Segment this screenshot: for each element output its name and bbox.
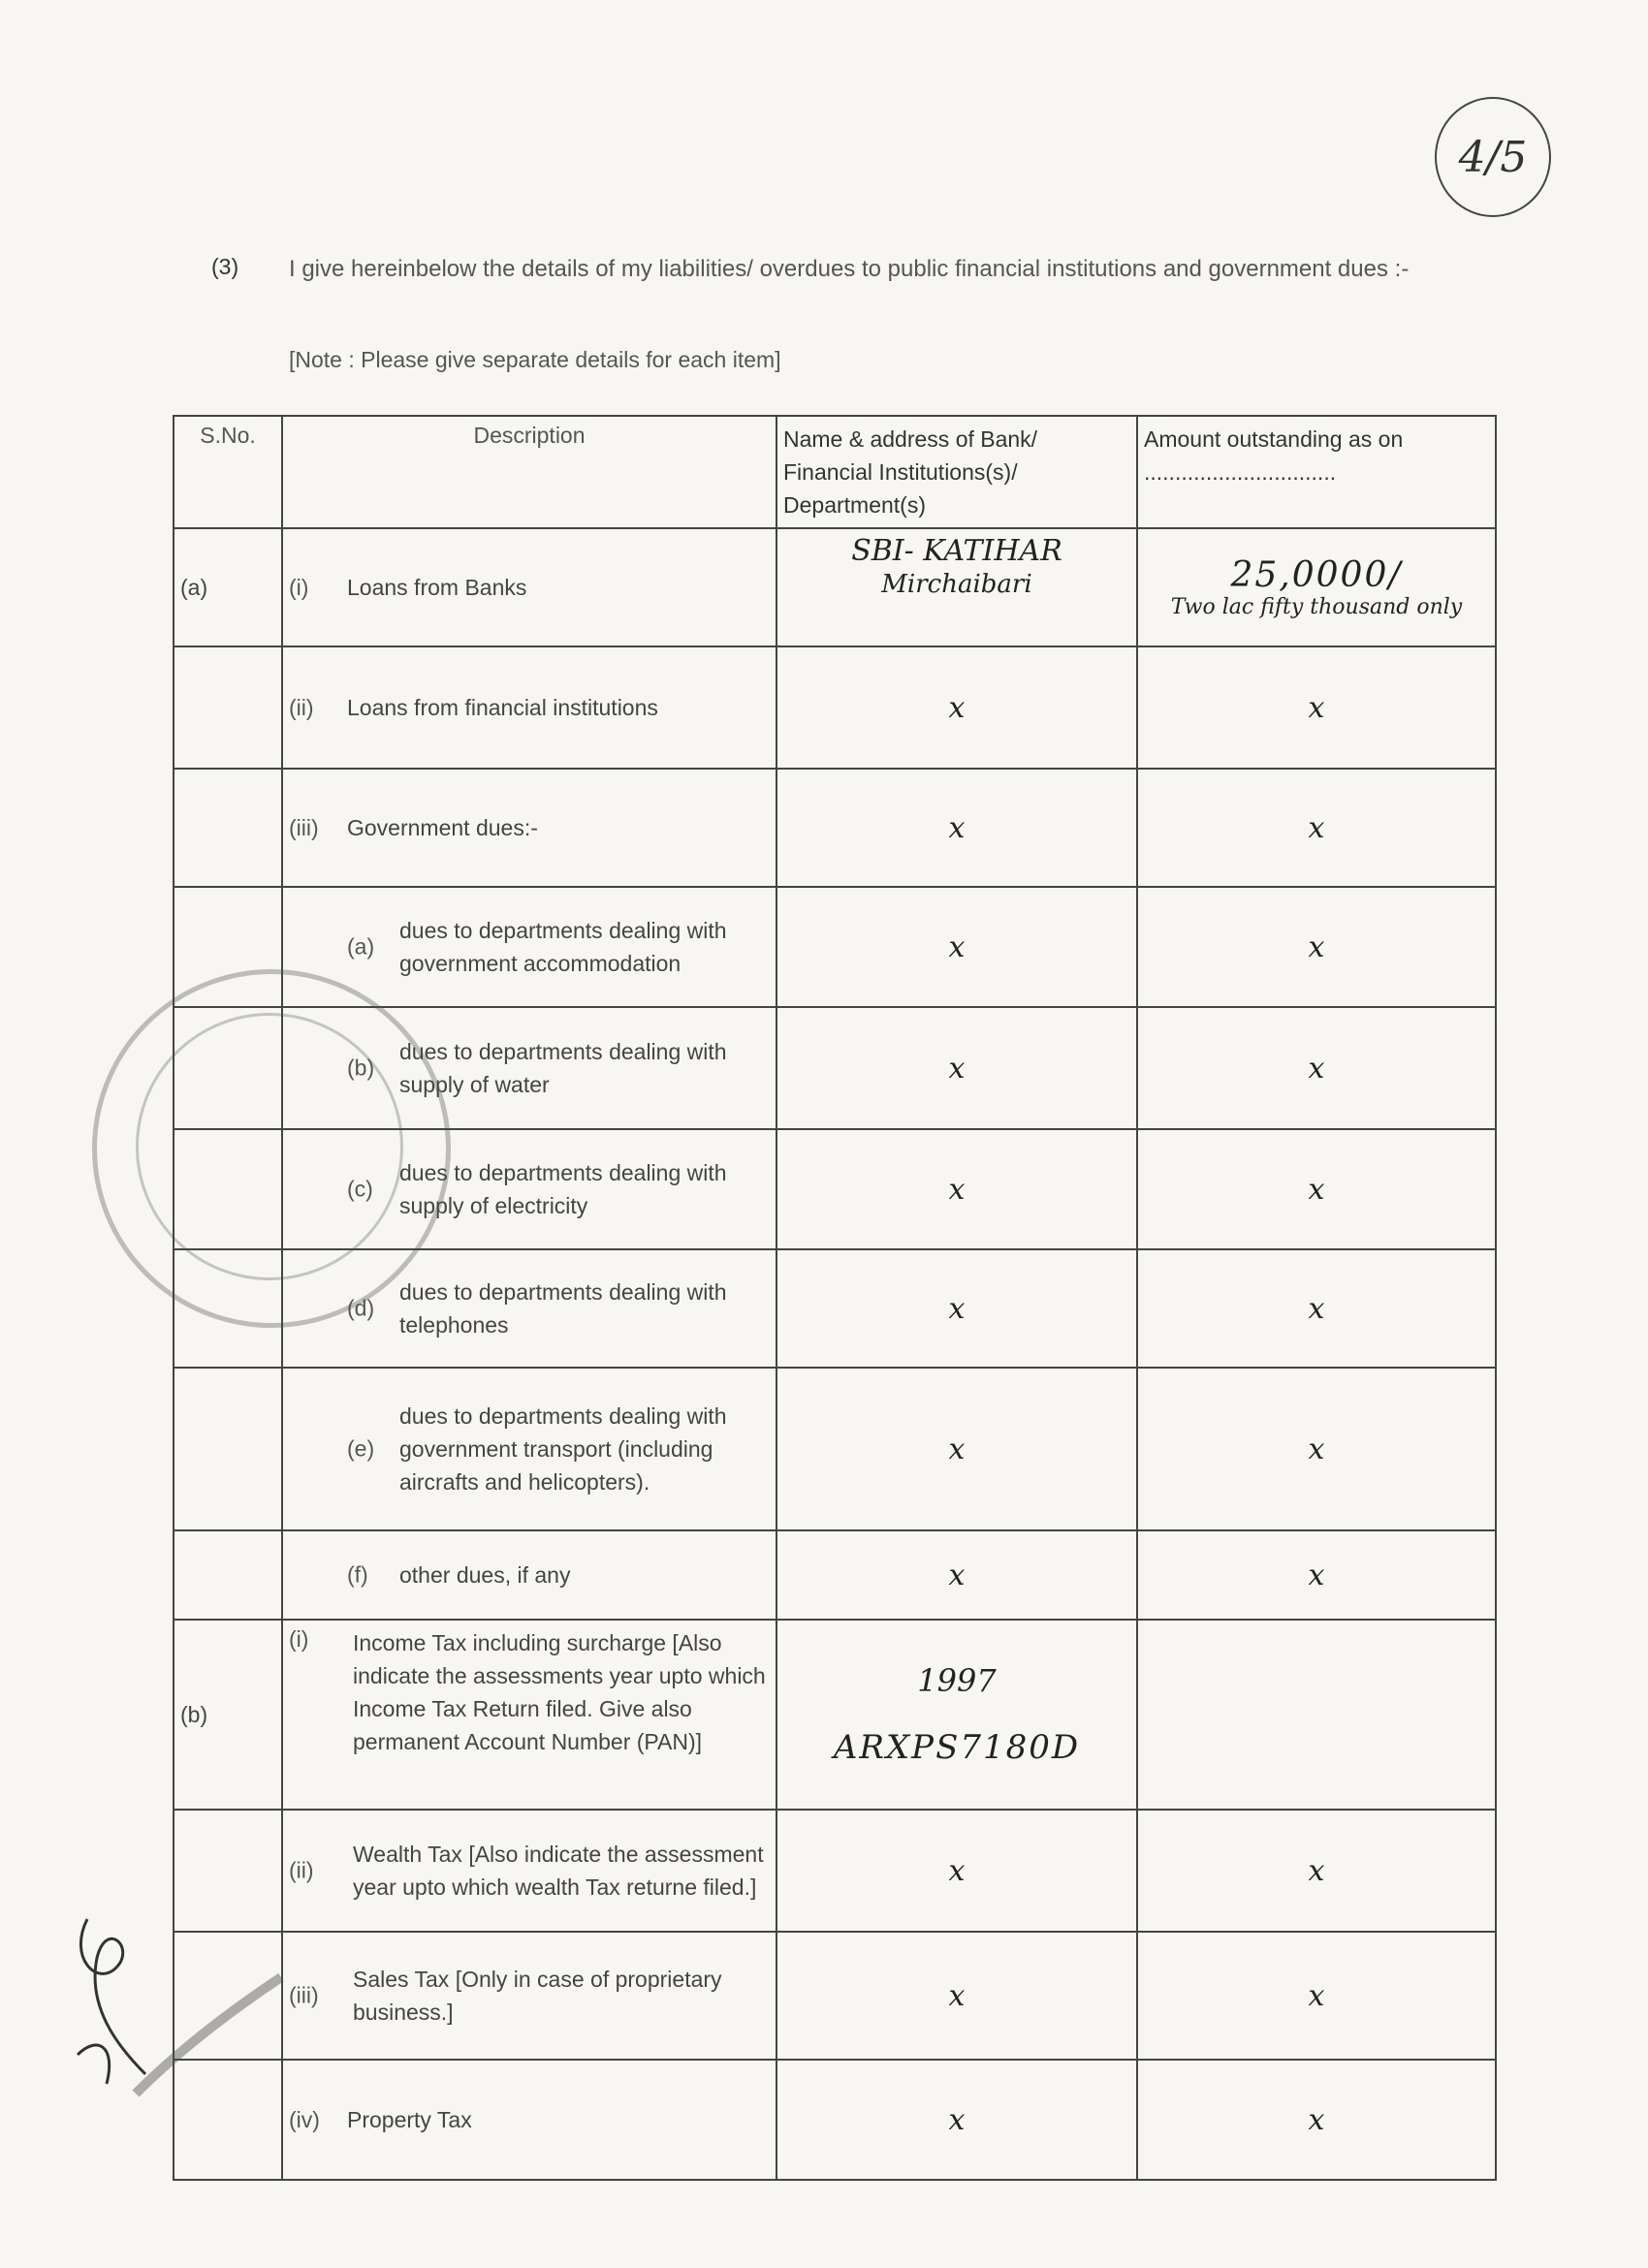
row-amount: x	[1137, 2060, 1496, 2180]
bank-name: SBI- KATIHAR	[851, 534, 1062, 568]
row-desc-text: Sales Tax [Only in case of proprietary business.]	[353, 1967, 722, 2025]
row-description	[282, 887, 776, 1007]
row-desc-text: dues to departments dealing with supply of electricity	[399, 1160, 727, 1218]
row-bank: x	[776, 646, 1137, 769]
assessment-year: 1997	[917, 1662, 997, 1699]
table-row	[174, 1810, 1496, 1932]
row-desc-text: Loans from financial institutions	[347, 694, 658, 720]
row-sno	[174, 1932, 282, 2060]
row-description	[282, 1249, 776, 1368]
row-bank	[776, 1620, 1137, 1810]
row-sno	[174, 1368, 282, 1530]
header-amount: Amount outstanding as on ...............................	[1137, 416, 1496, 528]
table-row	[174, 2060, 1496, 2180]
row-sno	[174, 2060, 282, 2180]
row-description	[282, 1810, 776, 1932]
table-row	[174, 1129, 1496, 1249]
row-description	[282, 1368, 776, 1530]
row-desc-text: Loans from Banks	[347, 574, 527, 600]
row-desc-text: dues to departments dealing with supply of water	[399, 1039, 727, 1097]
row-amount: x	[1137, 1249, 1496, 1368]
table-row	[174, 1249, 1496, 1368]
row-sno	[174, 1810, 282, 1932]
row-description	[282, 1129, 776, 1249]
row-description	[282, 1620, 776, 1810]
table-row	[174, 1932, 1496, 2060]
row-sno	[174, 1530, 282, 1620]
row-desc-text: other dues, if any	[399, 1562, 571, 1588]
row-sno: (a)	[174, 528, 282, 646]
section-number: (3)	[211, 254, 239, 279]
amount-words: Two lac fifty thousand only	[1170, 594, 1463, 619]
row-sno	[174, 1249, 282, 1368]
table-row	[174, 1007, 1496, 1129]
row-bank: x	[776, 769, 1137, 887]
row-alpha: (e)	[347, 1435, 375, 1462]
header-row	[174, 416, 1496, 528]
row-bank: x	[776, 1810, 1137, 1932]
row-description	[282, 1530, 776, 1620]
row-bank	[776, 528, 1137, 646]
row-amount: x	[1137, 1810, 1496, 1932]
row-roman: (i)	[289, 1626, 309, 1652]
row-roman: (iii)	[289, 814, 319, 840]
row-bank: x	[776, 1932, 1137, 2060]
row-description	[282, 1932, 776, 2060]
row-alpha: (d)	[347, 1295, 375, 1321]
bank-branch: Mirchaibari	[881, 570, 1032, 599]
amount-figure: 25,0000/	[1230, 554, 1403, 595]
intro-note: [Note : Please give separate details for each item]	[289, 347, 781, 372]
row-description	[282, 646, 776, 769]
row-roman: (iv)	[289, 2106, 320, 2132]
row-description	[282, 528, 776, 646]
row-description	[282, 769, 776, 887]
row-roman: (i)	[289, 574, 309, 600]
row-alpha: (c)	[347, 1176, 373, 1202]
row-desc-text: Income Tax including surcharge [Also indicate the assessments year upto which Income Tax Return filed. Give also permanent Account Number (PAN)]	[353, 1630, 766, 1754]
row-bank: x	[776, 1007, 1137, 1129]
row-alpha: (b)	[347, 1055, 375, 1081]
liabilities-table	[173, 415, 1497, 2181]
table-row	[174, 769, 1496, 887]
row-desc-text: Government dues:-	[347, 814, 538, 840]
row-description	[282, 2060, 776, 2180]
table-row	[174, 646, 1496, 769]
row-sno	[174, 887, 282, 1007]
row-amount: x	[1137, 769, 1496, 887]
row-amount: x	[1137, 1129, 1496, 1249]
row-amount: x	[1137, 1368, 1496, 1530]
row-amount	[1137, 1620, 1496, 1810]
row-amount: x	[1137, 1932, 1496, 2060]
row-bank: x	[776, 1249, 1137, 1368]
row-amount	[1137, 528, 1496, 646]
header-bank: Name & address of Bank/ Financial Institutions(s)/ Department(s)	[776, 416, 1137, 528]
row-alpha: (f)	[347, 1561, 368, 1588]
row-desc-text: dues to departments dealing with government transport (including aircrafts and helicopters).	[399, 1403, 727, 1495]
row-bank: x	[776, 1530, 1137, 1620]
pan-number: ARXPS7180D	[833, 1728, 1081, 1767]
row-bank: x	[776, 887, 1137, 1007]
row-desc-text: dues to departments dealing with government accommodation	[399, 918, 727, 976]
row-desc-text: Wealth Tax [Also indicate the assessment year upto which wealth Tax returne filed.]	[353, 1842, 764, 1900]
header-sno: S.No.	[174, 416, 282, 528]
intro-text: I give hereinbelow the details of my liabilities/ overdues to public financial institutions and government dues :-	[289, 256, 1410, 282]
row-bank: x	[776, 1129, 1137, 1249]
row-amount: x	[1137, 1530, 1496, 1620]
row-sno: (b)	[174, 1620, 282, 1810]
page-number: 4/5	[1435, 97, 1551, 217]
row-description	[282, 1007, 776, 1129]
table-row	[174, 528, 1496, 646]
row-sno	[174, 769, 282, 887]
row-bank: x	[776, 2060, 1137, 2180]
row-amount: x	[1137, 887, 1496, 1007]
row-roman: (ii)	[289, 1857, 314, 1883]
table-row	[174, 1530, 1496, 1620]
row-sno	[174, 646, 282, 769]
row-sno	[174, 1007, 282, 1129]
row-desc-text: Property Tax	[347, 2106, 472, 2132]
row-amount: x	[1137, 1007, 1496, 1129]
table-row	[174, 887, 1496, 1007]
header-description: Description	[282, 416, 776, 528]
row-alpha: (a)	[347, 933, 375, 960]
row-roman: (ii)	[289, 694, 314, 720]
row-bank: x	[776, 1368, 1137, 1530]
row-roman: (iii)	[289, 1982, 319, 2008]
row-sno	[174, 1129, 282, 1249]
row-desc-text: dues to departments dealing with telephones	[399, 1279, 727, 1338]
table-row	[174, 1368, 1496, 1530]
table-row	[174, 1620, 1496, 1810]
row-amount: x	[1137, 646, 1496, 769]
